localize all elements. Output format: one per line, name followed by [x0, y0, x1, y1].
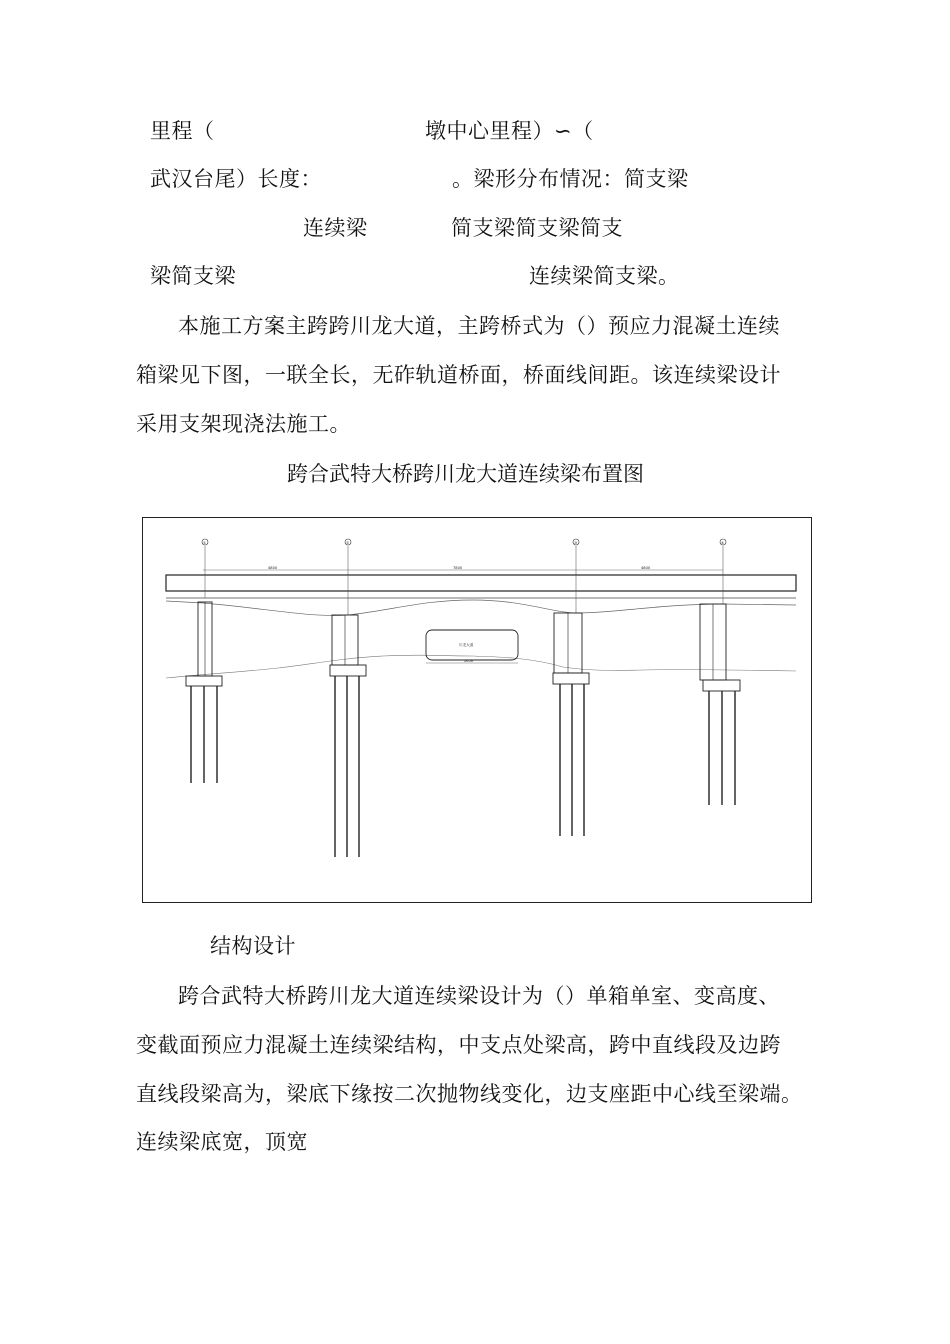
bridge-layout-svg	[143, 518, 810, 901]
riverbed-line	[166, 655, 796, 678]
pier-marker: ①	[203, 541, 207, 545]
section-heading: 结构设计	[210, 934, 296, 958]
paragraph-line: 采用支架现浇法施工。	[136, 412, 351, 436]
girder	[166, 575, 796, 591]
pier-marker: ④	[721, 541, 725, 545]
paragraph-line: 本施工方案主跨跨川龙大道，主跨桥式为（）预应力混凝土连续	[178, 314, 780, 338]
form-text-fragment: 简支梁简支梁简支	[451, 216, 623, 240]
form-text-fragment: 连续梁简支梁。	[529, 264, 680, 288]
bridge-layout-drawing	[142, 517, 812, 903]
pier-2	[330, 539, 366, 857]
pier-marker: ③	[574, 541, 578, 545]
form-text-fragment: 。梁形分布情况：简支梁	[452, 167, 689, 191]
ground-line	[166, 600, 796, 616]
paragraph-line: 变截面预应力混凝土连续梁结构，中支点处梁高，跨中直线段及边跨	[136, 1033, 781, 1057]
form-text-fragment: 墩中心里程）∽（	[425, 119, 594, 143]
road-width-label: 2650	[464, 659, 474, 663]
form-text-fragment: 里程（	[150, 119, 215, 143]
figure-caption: 跨合武特大桥跨川龙大道连续梁布置图	[287, 462, 644, 486]
form-text-fragment: 梁简支梁	[150, 264, 236, 288]
paragraph-line: 箱梁见下图，一联全长，无砟轨道桥面，桥面线间距。该连续梁设计	[136, 363, 781, 387]
form-text-fragment: 武汉台尾）长度：	[150, 167, 322, 191]
paragraph-line: 连续梁底宽，顶宽	[136, 1130, 308, 1154]
span-label: 4800	[641, 566, 651, 570]
pier-4	[700, 539, 740, 805]
form-text-fragment: 连续梁	[303, 216, 368, 240]
paragraph-line: 直线段梁高为，梁底下缘按二次抛物线变化，边支座距中心线至梁端。	[136, 1082, 803, 1106]
pier-marker: ②	[346, 541, 350, 545]
paragraph-line: 跨合武特大桥跨川龙大道连续梁设计为（）单箱单室、变高度、	[178, 984, 780, 1008]
road-label: 川龙大道	[459, 643, 474, 647]
pier-3	[553, 539, 589, 836]
span-label: 7800	[453, 566, 463, 570]
span-label: 4800	[268, 566, 278, 570]
